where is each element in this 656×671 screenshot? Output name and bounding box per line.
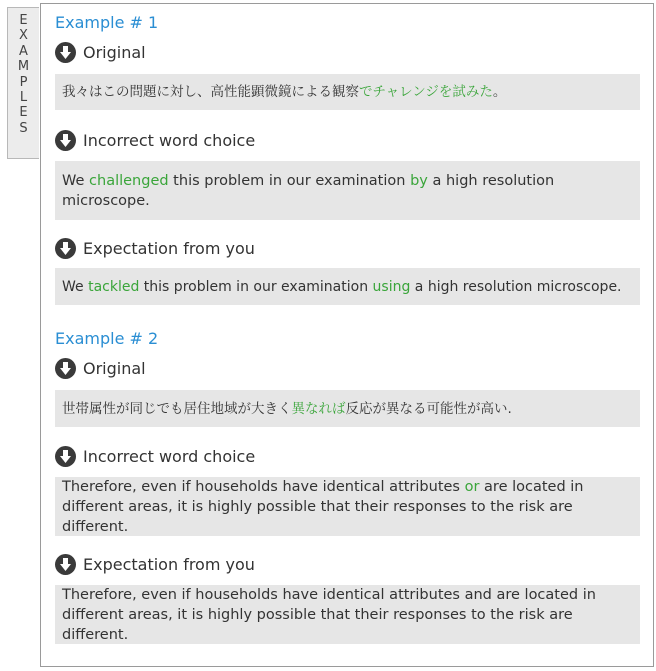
text-segment: 。 <box>492 84 507 100</box>
heading-label: Original <box>83 43 146 62</box>
heading-label: Incorrect word choice <box>83 447 256 466</box>
side-tab-letter: X <box>19 28 28 44</box>
example-1-incorrect-box <box>55 161 640 220</box>
example-1-incorrect-heading <box>55 130 255 151</box>
example-2-original-box <box>55 390 640 427</box>
side-tab-letter: M <box>17 59 30 75</box>
text-segment: We <box>62 278 89 295</box>
example-2-title: Example # 2 <box>55 329 159 348</box>
arrow-down-circle-icon <box>55 446 76 467</box>
highlighted-phrase: でチャレンジを試みた <box>359 84 493 100</box>
heading-label: Expectation from you <box>83 555 255 574</box>
text-segment: a high resolution microscope. <box>410 278 622 295</box>
expectation-text: Therefore, even if households have identical attributes and are located in different areas, it is highly possible that their responses to the risk are different. <box>62 586 596 643</box>
example-2-incorrect-heading <box>55 446 255 467</box>
heading-label: Incorrect word choice <box>83 131 256 150</box>
examples-panel <box>40 3 654 667</box>
text-segment: this problem in our examination <box>139 278 373 295</box>
example-1-original-box <box>55 74 640 110</box>
highlighted-word: using <box>372 278 411 295</box>
side-tab-letter: E <box>19 105 28 121</box>
text-segment: 世帯属性が同じでも居住地域が大きく <box>62 400 292 417</box>
text-segment: 我々はこの問題に対し、高性能顕微鏡による観察 <box>62 84 359 100</box>
highlighted-word: by <box>410 172 428 189</box>
side-tab-letter: S <box>19 120 28 136</box>
example-2-incorrect-box <box>55 477 640 536</box>
expectation-text <box>62 277 622 297</box>
example-2-original-heading <box>55 358 146 379</box>
example-1-expectation-heading <box>55 238 255 259</box>
examples-side-tab[interactable] <box>7 7 39 159</box>
text-segment: are located in different areas, it is highly possible that their responses to the risk are different. <box>62 478 584 535</box>
text-segment: a high resolution microscope. <box>62 172 555 209</box>
highlighted-phrase: 異なれば <box>291 400 346 417</box>
arrow-down-circle-icon <box>55 130 76 151</box>
highlighted-word: challenged <box>89 172 169 189</box>
incorrect-text <box>62 171 633 211</box>
text-segment: We <box>62 172 90 189</box>
example-1-original-heading <box>55 42 146 63</box>
side-tab-letter: E <box>19 13 28 28</box>
text-segment: 反応が異なる可能性が高い. <box>345 400 512 417</box>
example-2-expectation-heading <box>55 554 255 575</box>
text-segment: this problem in our examination <box>168 172 411 189</box>
heading-label: Original <box>83 359 146 378</box>
side-tab-letter: A <box>19 43 28 59</box>
arrow-down-circle-icon <box>55 554 76 575</box>
example-2-expectation-box <box>55 585 640 644</box>
arrow-down-circle-icon <box>55 358 76 379</box>
example-1-expectation-box <box>55 268 640 305</box>
arrow-down-circle-icon <box>55 238 76 259</box>
arrow-down-circle-icon <box>55 42 76 63</box>
incorrect-text <box>62 477 633 537</box>
text-segment: Therefore, even if households have identical attributes <box>62 478 465 495</box>
original-text <box>62 82 506 102</box>
highlighted-word: tackled <box>88 278 140 295</box>
original-text <box>62 399 512 419</box>
highlighted-word: or <box>464 478 480 495</box>
side-tab-letter: L <box>19 90 28 106</box>
side-tab-letter: P <box>19 74 28 90</box>
heading-label: Expectation from you <box>83 239 255 258</box>
example-1-title: Example # 1 <box>55 13 159 32</box>
